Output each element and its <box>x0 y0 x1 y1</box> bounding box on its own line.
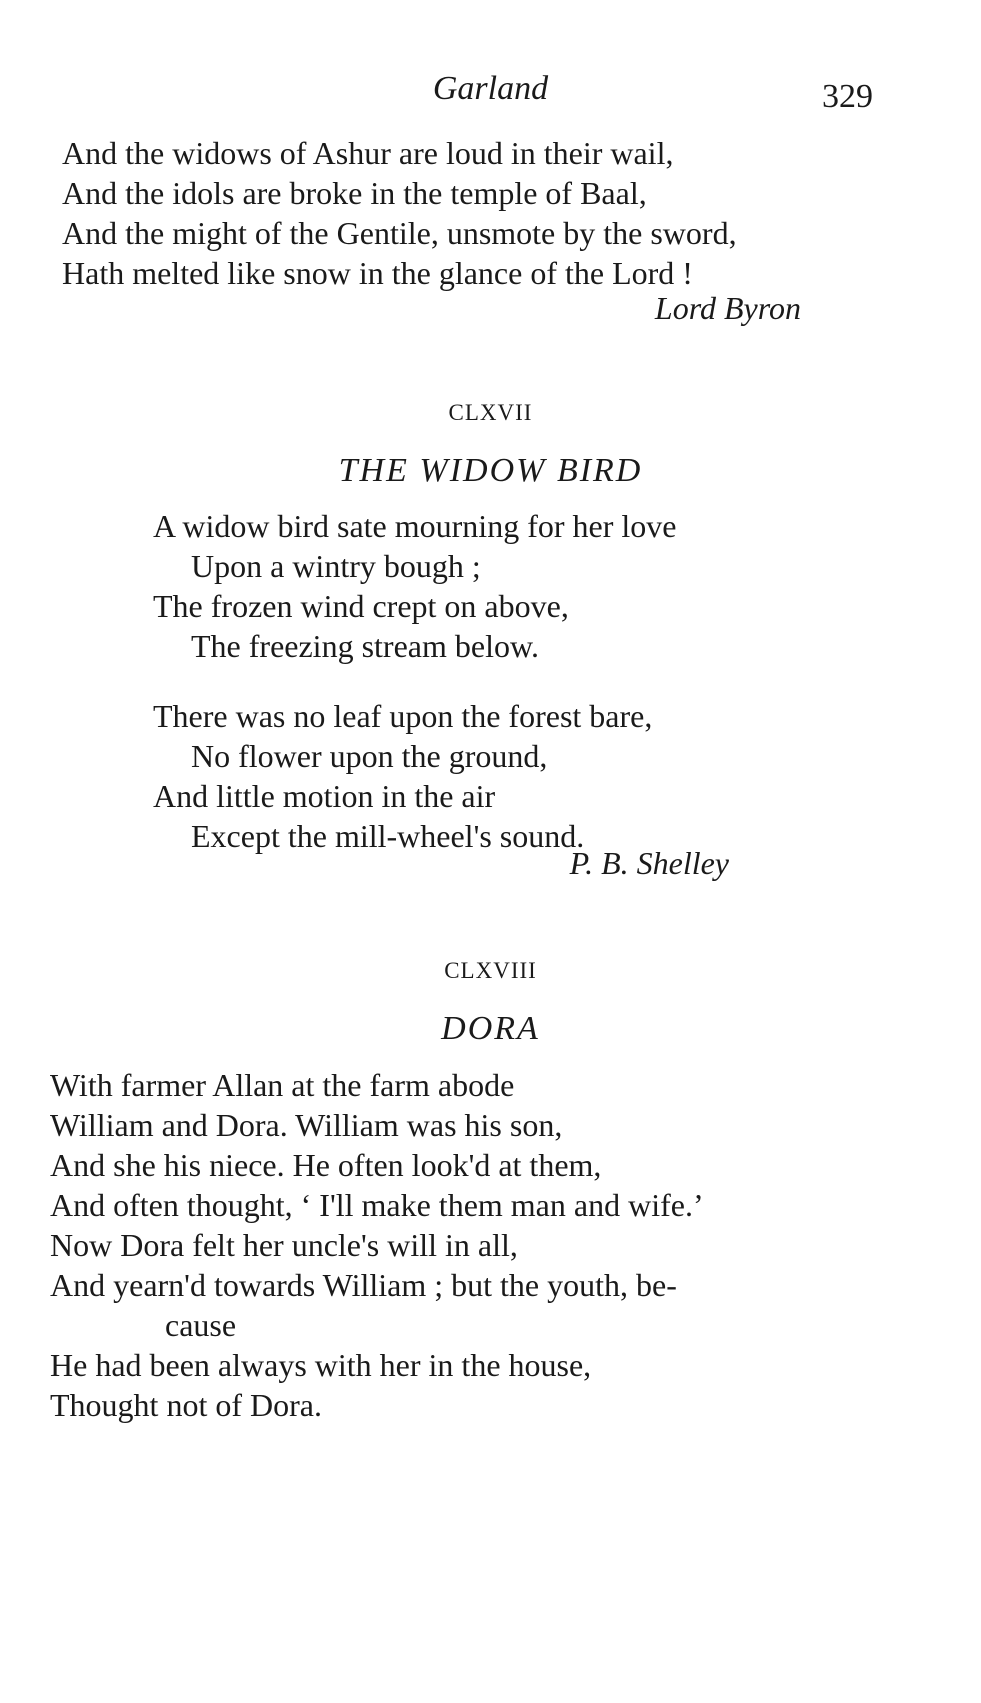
poem-stanza <box>153 506 676 666</box>
poem-line: He had been always with her in the house, <box>50 1347 592 1383</box>
poem-line-continuation: cause <box>165 1307 237 1343</box>
poem-line: No flower upon the ground, <box>191 738 548 774</box>
poem-line: The freezing stream below. <box>191 628 539 664</box>
poem-line: There was no leaf upon the forest bare, <box>153 698 653 734</box>
poem-line: A widow bird sate mourning for her love <box>153 508 677 544</box>
poem-title: DORA <box>441 1010 540 1047</box>
poem-line: The frozen wind crept on above, <box>153 588 569 624</box>
poem-line: Now Dora felt her uncle's will in all, <box>50 1227 518 1263</box>
prev-poem-ending <box>62 133 737 293</box>
running-title: Garland <box>432 70 549 107</box>
poem-line: William and Dora. William was his son, <box>50 1107 563 1143</box>
poem-line: And yearn'd towards William ; but the youth, be- <box>50 1267 677 1303</box>
poem-title: THE WIDOW BIRD <box>338 452 643 489</box>
poem-line: And little motion in the air <box>153 778 496 814</box>
poem-line: And the widows of Ashur are loud in their wail, <box>62 135 674 171</box>
poem-line: Except the mill-wheel's sound. <box>191 818 585 854</box>
poem-stanza <box>153 696 652 856</box>
poem-line: And often thought, ‘ I'll make them man and wife.’ <box>50 1187 704 1223</box>
poem-line: With farmer Allan at the farm abode <box>50 1067 515 1103</box>
page-number: 329 <box>822 78 873 115</box>
poem-line: Upon a wintry bough ; <box>191 548 481 584</box>
poem-body <box>50 1065 704 1425</box>
poem-line: And the might of the Gentile, unsmote by the sword, <box>62 215 737 251</box>
poem-line: Hath melted like snow in the glance of the Lord ! <box>62 255 693 291</box>
poem-number: CLXVII <box>448 400 533 425</box>
poem-line: And she his niece. He often look'd at them, <box>50 1147 602 1183</box>
poem-line: Thought not of Dora. <box>50 1387 322 1423</box>
poem-number: CLXVIII <box>444 958 537 983</box>
poem-line: And the idols are broke in the temple of Baal, <box>62 175 647 211</box>
poem-author: Lord Byron <box>654 290 801 326</box>
poem-author: P. B. Shelley <box>569 845 729 881</box>
